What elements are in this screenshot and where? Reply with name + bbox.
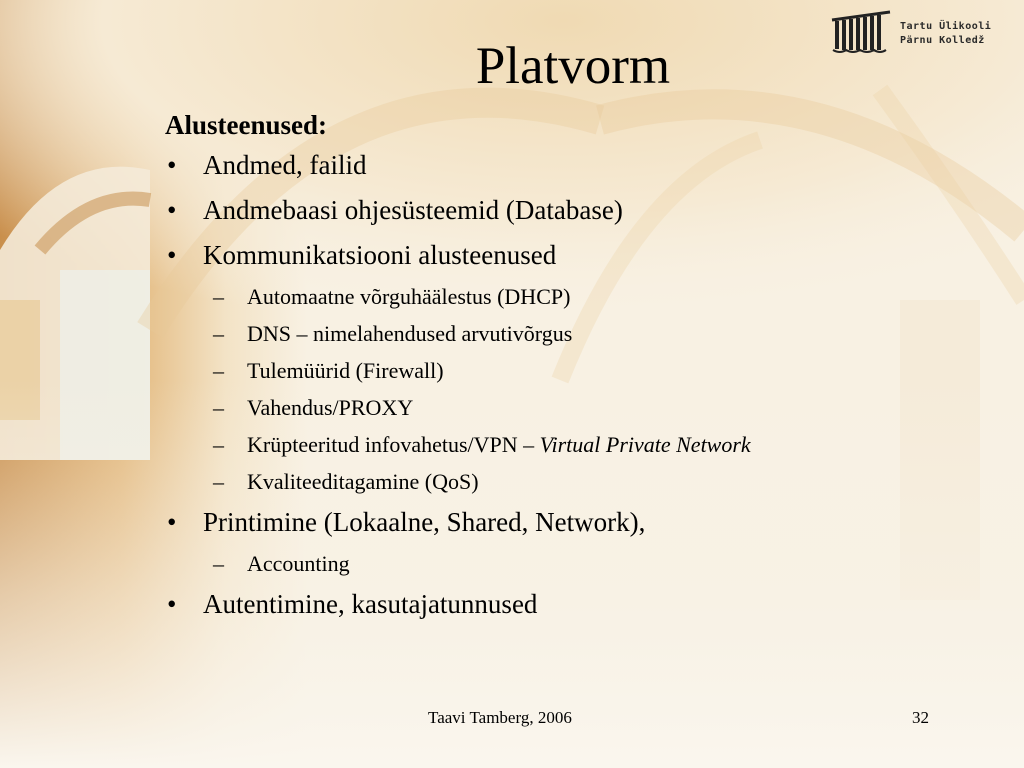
dash-icon: – — [213, 358, 224, 383]
bullet-item — [165, 238, 1005, 272]
page-number: 32 — [912, 708, 929, 727]
bullet-icon: • — [167, 240, 177, 270]
dash-icon: – — [213, 551, 224, 576]
bullet-icon: • — [167, 150, 177, 180]
logo-line-2: Pärnu Kolledž — [900, 35, 985, 46]
bullet-text: Printimine (Lokaalne, Shared, Network), — [203, 507, 646, 537]
footer-author: Taavi Tamberg, 2006 — [428, 708, 572, 727]
dash-icon: – — [213, 469, 224, 494]
logo-line-1: Tartu Ülikooli — [900, 21, 992, 32]
slide-title: Platvorm — [475, 37, 671, 95]
bullet-text: Andmed, failid — [203, 150, 367, 180]
bullet-item — [165, 505, 1005, 539]
bullet-text: Autentimine, kasutajatunnused — [203, 589, 538, 619]
bullet-text: Andmebaasi ohjesüsteemid (Database) — [203, 195, 623, 225]
dash-icon: – — [213, 395, 224, 420]
sub-bullet-italic-text: Virtual Private Network — [539, 432, 751, 457]
bullet-item — [165, 193, 1005, 227]
sub-bullet-text: Vahendus/PROXY — [247, 395, 414, 420]
section-heading: Alusteenused: — [165, 110, 328, 140]
bullet-text: Kommunikatsiooni alusteenused — [203, 240, 557, 270]
sub-bullet-item — [165, 394, 1005, 422]
slide-content — [165, 108, 1005, 632]
sub-bullet-text: Accounting — [247, 551, 350, 576]
sub-bullet-text: Tulemüürid (Firewall) — [247, 358, 444, 383]
dash-icon: – — [213, 432, 224, 457]
sub-bullet-text: Automaatne võrguhäälestus (DHCP) — [247, 284, 571, 309]
bullet-item — [165, 148, 1005, 182]
sub-bullet-item — [165, 283, 1005, 311]
bullet-icon: • — [167, 589, 177, 619]
dash-icon: – — [213, 284, 224, 309]
sub-bullet-item — [165, 468, 1005, 496]
sub-bullet-text: Kvaliteeditagamine (QoS) — [247, 469, 479, 494]
sub-bullet-text: Krüpteeritud infovahetus/VPN – — [247, 432, 540, 457]
bullet-item — [165, 587, 1005, 621]
dash-icon: – — [213, 321, 224, 346]
bullet-icon: • — [167, 507, 177, 537]
sub-bullet-text: DNS – nimelahendused arvutivõrgus — [247, 321, 573, 346]
sub-bullet-item — [165, 320, 1005, 348]
sub-bullet-item — [165, 550, 1005, 578]
sub-bullet-item — [165, 357, 1005, 385]
sub-bullet-item — [165, 431, 1005, 459]
bullet-icon: • — [167, 195, 177, 225]
